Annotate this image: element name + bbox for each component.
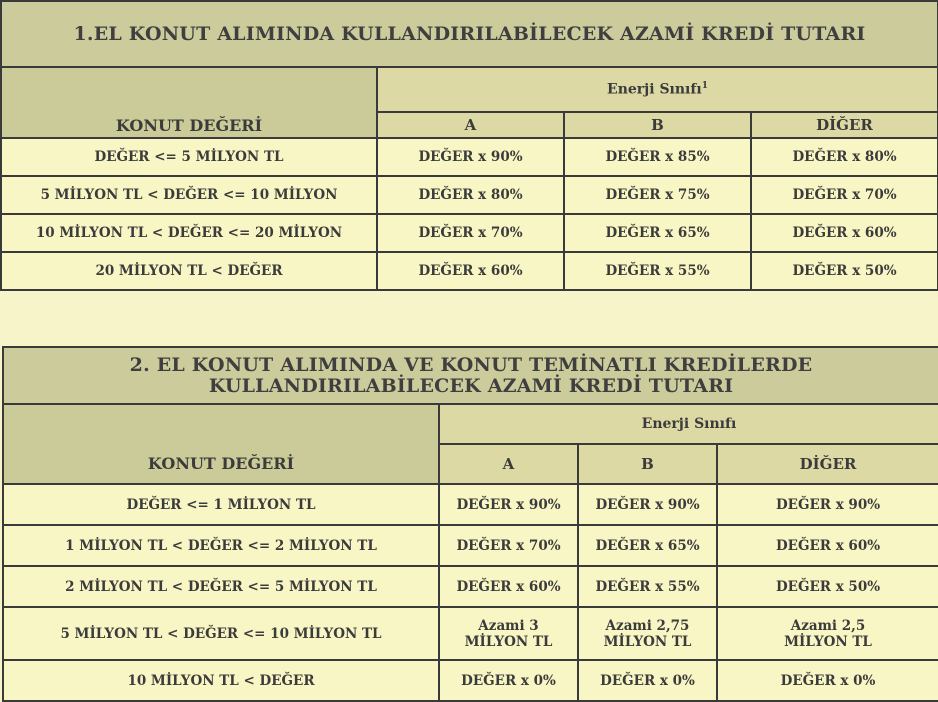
cell-a: DEĞER x 90% — [377, 138, 564, 176]
konut-degeri-header: KONUT DEĞERİ — [3, 404, 439, 484]
cell-a: DEĞER x 80% — [377, 176, 564, 214]
konut-degeri-header: KONUT DEĞERİ — [1, 67, 377, 138]
row-label: DEĞER <= 1 MİLYON TL — [3, 484, 439, 525]
cell-other: DEĞER x 90% — [717, 484, 938, 525]
cell-b: DEĞER x 65% — [564, 214, 751, 252]
class-other-header: DİĞER — [717, 444, 938, 484]
energy-class-header: Enerji Sınıfı$^1$ — [377, 67, 938, 112]
energy-class-header: Enerji Sınıfı — [439, 404, 938, 444]
cell-other: DEĞER x 70% — [751, 176, 938, 214]
table-row — [3, 525, 938, 566]
cell-b: DEĞER x 85% — [564, 138, 751, 176]
cell-other: DEĞER x 60% — [717, 525, 938, 566]
table-1 — [0, 0, 938, 291]
cell-b: Azami 2,75 MİLYON TL — [578, 607, 717, 660]
table-row — [3, 607, 938, 660]
row-label: 5 MİLYON TL < DEĞER <= 10 MİLYON TL — [3, 607, 439, 660]
cell-other: DEĞER x 50% — [751, 252, 938, 290]
row-label: 20 MİLYON TL < DEĞER — [1, 252, 377, 290]
cell-a: DEĞER x 60% — [377, 252, 564, 290]
class-a-header: A — [439, 444, 578, 484]
class-a-header: A — [377, 112, 564, 138]
cell-a: Azami 3 MİLYON TL — [439, 607, 578, 660]
table-row — [3, 484, 938, 525]
table-2-title-line-2: KULLANDIRILABİLECEK AZAMİ KREDİ TUTARI — [208, 374, 734, 397]
cell-b: DEĞER x 65% — [578, 525, 717, 566]
cell-other: DEĞER x 50% — [717, 566, 938, 607]
cell-b: DEĞER x 75% — [564, 176, 751, 214]
cell-other: DEĞER x 80% — [751, 138, 938, 176]
table-row — [1, 214, 938, 252]
table-row — [1, 176, 938, 214]
row-label: DEĞER <= 5 MİLYON TL — [1, 138, 377, 176]
table-2 — [2, 346, 938, 702]
cell-b: DEĞER x 90% — [578, 484, 717, 525]
row-label: 5 MİLYON TL < DEĞER <= 10 MİLYON — [1, 176, 377, 214]
class-b-header: B — [578, 444, 717, 484]
row-label: 2 MİLYON TL < DEĞER <= 5 MİLYON TL — [3, 566, 439, 607]
table-row — [3, 660, 938, 701]
cell-a: DEĞER x 70% — [377, 214, 564, 252]
cell-a: DEĞER x 90% — [439, 484, 578, 525]
cell-b: DEĞER x 55% — [564, 252, 751, 290]
cell-other: DEĞER x 0% — [717, 660, 938, 701]
cell-other: Azami 2,5 MİLYON TL — [717, 607, 938, 660]
table-row — [1, 138, 938, 176]
table-1-title: 1.EL KONUT ALIMINDA KULLANDIRILABİLECEK AZAMİ KREDİ TUTARI — [1, 1, 938, 67]
cell-other: DEĞER x 60% — [751, 214, 938, 252]
cell-b: DEĞER x 0% — [578, 660, 717, 701]
table-row — [3, 566, 938, 607]
table-row — [1, 252, 938, 290]
cell-b: DEĞER x 55% — [578, 566, 717, 607]
cell-a: DEĞER x 60% — [439, 566, 578, 607]
class-other-header: DİĞER — [751, 112, 938, 138]
cell-a: DEĞER x 0% — [439, 660, 578, 701]
row-label: 10 MİLYON TL < DEĞER <= 20 MİLYON — [1, 214, 377, 252]
table-2-title — [3, 347, 938, 404]
row-label: 1 MİLYON TL < DEĞER <= 2 MİLYON TL — [3, 525, 439, 566]
cell-a: DEĞER x 70% — [439, 525, 578, 566]
table-2-title-line-1: 2. EL KONUT ALIMINDA VE KONUT TEMİNATLI KREDİLERDE — [129, 353, 813, 376]
class-b-header: B — [564, 112, 751, 138]
row-label: 10 MİLYON TL < DEĞER — [3, 660, 439, 701]
